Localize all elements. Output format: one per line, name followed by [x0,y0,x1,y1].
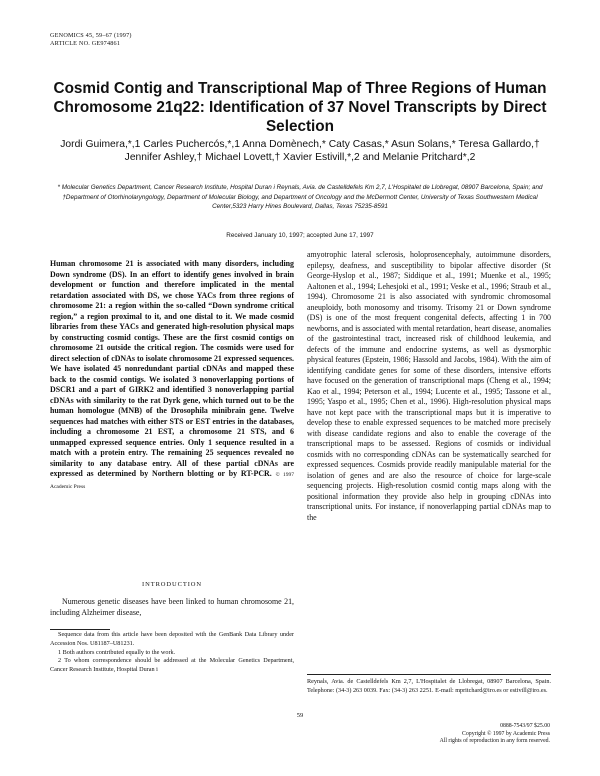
footnote-genbank: Sequence data from this article have been deposited with the GenBank Data Library under Accession Nos. U81187–U81231. [50,631,294,647]
introduction-heading: INTRODUCTION [142,581,202,588]
footnote-1: 1 Both authors contributed equally to the work. [58,648,176,656]
right-column-text: amyotrophic lateral sclerosis, holoprosencephaly, autoimmune disorders, epilepsy, deafness, and susceptibility to bipolar affective disorder (St George-Hyslop et al., 1987; Siddique et al., 1991; Muenke et al., 1995; Aaltonen et al., 1994; Lehesjoki et al., 1991; Veske et al., 1996; Straub et al., 1994). Chromosome 21 is also associated with syndromic chromosomal aneuploidy, both monosomy and trisomy. Trisomy 21 or Down syndrome (DS) is one of the most frequent congenital defects, affecting 1 in 700 newborns, and is associated with mental retardation, heart disease, anomalies of the gastrointestinal tract, increased risk of childhood leukemia, and defects of the immune and endocrine systems, as well as dysmorphic physical features (Epstein, 1986; Hassold and Jacobs, 1984). With the aim of identifying candidate genes for some of these disorders, intensive efforts have focused on the generation of transcriptional maps (Cheng et al., 1994; Kao et al., 1994; Peterson et al., 1994; Lucente et al., 1995; Tassone et al., 1995; Yaspo et al., 1995; Chen et al., 1996). High-resolution physical maps have not kept pace with the transcriptional maps but it is imperative to develop these to enable expressed sequences to be matched more precisely with disease candidate regions and also to enable the coverage of the transcriptional maps to be assessed. Regions of cosmids or individual cosmids with no corresponding cDNAs can be systematically searched for expressed sequences. Cosmids provide readily manipulable material for the isolation of genes and are also the resource of choice for large-scale sequencing projects. High-resolution cosmid contig maps along with the positional information they provide also help in grouping cDNAs into transcriptional units. For instance, if nonoverlapping partial cDNAs map to the [307,250,551,522]
author-list: Jordi Guimera,*,1 Carles Puchercós,*,1 Anna Domènech,* Caty Casas,* Asun Solans,* Teresa Gallardo,† Jennifer Ashley,† Michael Lovett,† Xavier Estivill,*,2 and Melanie Pritchard*,2 [60,139,540,163]
footnotes [50,631,294,675]
footnote-divider-right [307,674,551,675]
footnote-divider [50,629,110,630]
journal-header [50,32,132,48]
introduction-text: Numerous genetic diseases have been linked to human chromosome 21, including Alzheimer disease, [50,597,294,617]
received-dates: Received January 10, 1997; accepted June 17, 1997 [226,232,374,239]
article-number: ARTICLE NO. GE974861 [50,40,121,47]
rights-reserved: All rights of reproduction in any form reserved. [439,738,550,745]
footnote-continued: Reynals, Avia. de Castelldefels Km 2,7, L'Hospitalet de Llobregat, 08907 Barcelona, Spain. Telephone: (34-3) 263 0039. Fax: (34-3) 263 2251. E-mail: mpritchard@iro.es or estivill@iro.es. [307,678,551,694]
article-title: Cosmid Contig and Transcriptional Map of Three Regions of Human Chromosome 21q22: Identification of 37 Novel Transcripts by Direct Selection [53,80,547,135]
abstract-text: Human chromosome 21 is associated with many disorders, including Down syndrome (DS). In an effort to identify genes involved in brain development or function and therefore implicated in the mental retardation associated with DS, we chose YACs from three regions of chromosome 21: a region within the so-called “Down syndrome critical region,” a region proximal to it, and one distal to it. We made cosmid libraries from these YACs and generated high-resolution physical maps by constructing cosmid contigs. These are the first cosmid contigs on chromosome 21 outside the critical region. The cosmids were used for direct selection of cDNAs to isolate chromosome 21 expressed sequences. We have isolated 45 nonredundant partial cDNAs and mapped these back to the cosmid contigs. We isolated 3 nonoverlapping portions of DSCR1 and a part of GIRK2 and identified 3 nonoverlapping partial cDNAs with similarity to the rat Dyrk gene, which turned out to be the human homologue (MNB) of the Drosophila minibrain gene. Twelve sequences had matches with either STS or EST entries in the databases, including a chromosome 21 EST, a chromosome 21 STS, and 6 unmapped expressed sequence entries. Only 1 sequence resulted in a match with a protein entry. The remaining 25 sequences revealed no similarity to any database entry. All of these partial cDNAs are expressed as determined by Northern blotting or by RT-PCR. [50,259,294,478]
abstract [50,259,294,492]
journal-citation: GENOMICS 45, 59–67 (1997) [50,32,132,39]
issn-price: 0888-7543/97 $25.00 [500,723,550,729]
abstract-copyright: © 1997 Academic Press [50,472,294,490]
affiliations: * Molecular Genetics Department, Cancer Research Institute, Hospital Duran i Reynals, Avia. de Castelldefels Km 2,7, L'Hospitalet de Llobregat, 08907 Barcelona, Spain; and †Department of Otorhinolaryngology, Department of Molecular Biology, and Department of Oncology and the McDermott Center, University of Texas Southwestern Medical Center,5323 Harry Hines Boulevard, Dallas, Texas 75235-8591 [57,184,543,211]
copyright-notice: Copyright © 1997 by Academic Press [462,730,550,737]
footnote-2: 2 To whom correspondence should be addressed at the Molecular Genetics Department, Cancer Research Institute, Hospital Duran i [50,657,294,674]
page-number: 59 [296,712,304,719]
copyright-block [440,723,550,746]
